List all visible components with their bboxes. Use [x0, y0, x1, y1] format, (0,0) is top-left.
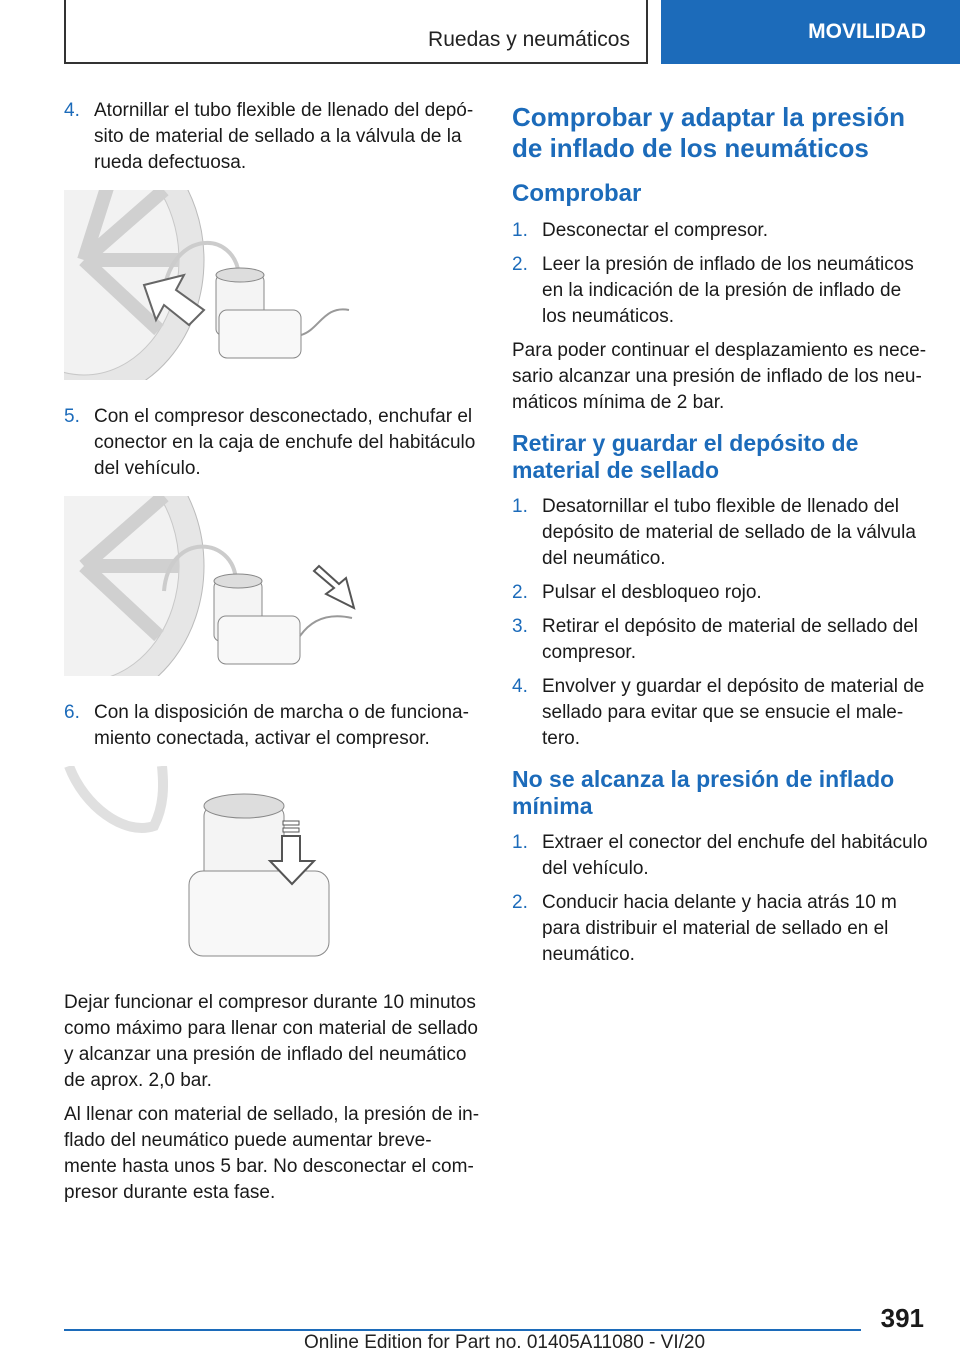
paragraph-min-pressure: Para poder continuar el desplazamiento es nece-sario alcanzar una presión de inflado de los neu-máticos mínima de 2 bar. [512, 340, 927, 413]
step-5 [64, 404, 480, 482]
step-2 [512, 580, 928, 606]
step-1 [512, 830, 928, 882]
step-2 [512, 890, 928, 968]
step-number: 1. [512, 220, 528, 241]
illustration-plug-connector [64, 496, 364, 676]
step-text: Conducir hacia delante y hacia atrás 10 m para distribuir el material de sellado en el neumático. [542, 892, 897, 965]
step-number: 2. [512, 582, 528, 603]
paragraph-run-time: Dejar funcionar el compresor durante 10 minutos como máximo para llenar con material de sellado y alcanzar una presión de inflado del neumático de aprox. 2,0 bar. [64, 992, 478, 1091]
illustration-hose-to-valve [64, 190, 364, 380]
step-text: Retirar el depósito de material de sellado del compresor. [542, 616, 918, 663]
paragraph-pressure-note: Al llenar con material de sellado, la presión de in-flado del neumático puede aumentar breve-mente hasta unos 5 bar. No desconectar el com-presor durante esta fase. [64, 1104, 480, 1203]
step-6 [64, 700, 480, 752]
step-text: Envolver y guardar el depósito de material de sellado para evitar que se ensucie el male-tero. [542, 676, 925, 749]
step-number: 3. [512, 616, 528, 637]
section-title: Ruedas y neumáticos [428, 28, 630, 51]
chapter-label: MOVILIDAD [808, 20, 926, 43]
section-heading: Comprobar y adaptar la presión de inflado de los neumáticos [512, 102, 905, 163]
step-number: 6. [64, 702, 80, 723]
step-number: 4. [64, 100, 80, 121]
step-text: Con el compresor desconectado, enchufar el conector en la caja de enchufe del habitáculo del vehículo. [94, 406, 476, 479]
step-number: 2. [512, 254, 528, 275]
subheading-not-reached: No se alcanza la presión de inflado mínima [512, 766, 895, 819]
step-text: Atornillar el tubo flexible de llenado del depó-sito de material de sellado a la válvula de la rueda defectuosa. [94, 100, 474, 173]
step-text: Con la disposición de marcha o de funciona-miento conectada, activar el compresor. [94, 702, 469, 749]
step-text: Pulsar el desbloqueo rojo. [542, 582, 762, 603]
step-3 [512, 614, 928, 666]
footer-edition: Online Edition for Part no. 01405A11080 - VI/20 [304, 1332, 706, 1353]
step-text: Desconectar el compresor. [542, 220, 768, 241]
step-text: Leer la presión de inflado de los neumáticos en la indicación de la presión de inflado de los neumáticos. [542, 254, 914, 327]
step-number: 1. [512, 496, 528, 517]
page-number: 391 [880, 1303, 924, 1333]
step-number: 1. [512, 832, 528, 853]
step-1 [512, 218, 928, 244]
step-number: 4. [512, 676, 528, 697]
right-column [512, 98, 928, 976]
subheading-check: Comprobar [512, 180, 642, 207]
step-number: 2. [512, 892, 528, 913]
step-text: Extraer el conector del enchufe del habitáculo del vehículo. [542, 832, 928, 879]
step-2 [512, 252, 928, 330]
subheading-store: Retirar y guardar el depósito de material de sellado [512, 430, 859, 483]
step-1 [512, 494, 928, 572]
illustration-activate-compressor [64, 766, 364, 966]
step-4 [64, 98, 480, 176]
chapter-tab[interactable] [661, 0, 960, 64]
left-column [64, 98, 480, 1214]
step-text: Desatornillar el tubo flexible de llenado del depósito de material de sellado de la válvula del neumático. [542, 496, 916, 569]
step-4 [512, 674, 928, 752]
footer-divider [64, 1329, 861, 1331]
step-number: 5. [64, 406, 80, 427]
